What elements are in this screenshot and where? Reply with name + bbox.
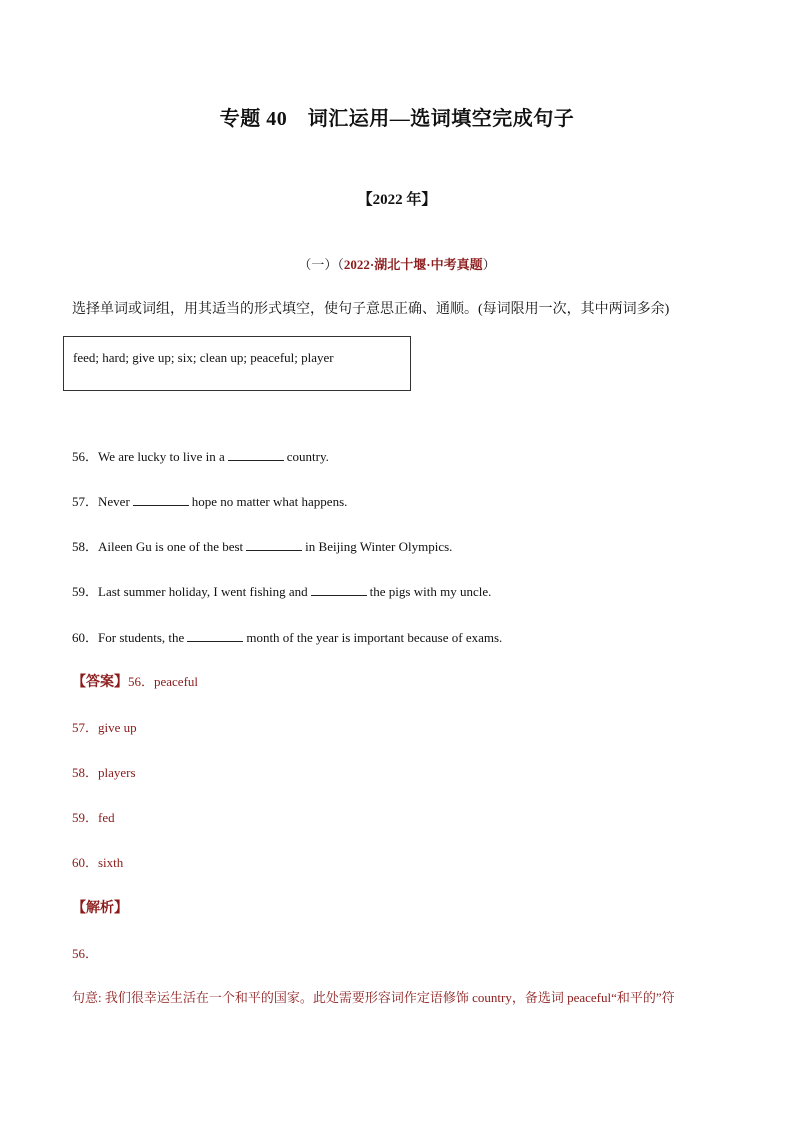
- answer-58: 58．players: [72, 765, 136, 780]
- answer-blank: [228, 449, 284, 461]
- analysis-label: 【解析】: [72, 901, 128, 916]
- analysis-number: 56．: [72, 946, 99, 961]
- answer-blank: [311, 584, 367, 596]
- question-59: 59．Last summer holiday, I went fishing and the pigs with my uncle.: [72, 584, 492, 599]
- question-58: 58．Aileen Gu is one of the best in Beijing Winter Olympics.: [72, 539, 453, 554]
- word-bank-box: [63, 336, 411, 391]
- instruction-text: 选择单词或词组，用其适当的形式填空，使句子意思正确、通顺。(每词限用一次，其中两词多余): [72, 302, 670, 317]
- question-56: 56．We are lucky to live in a country.: [72, 449, 329, 464]
- answer-blank: [133, 494, 189, 506]
- source-highlight: 2022·湖北十堰·中考真题: [343, 257, 483, 272]
- answer-label: 【答案】: [72, 675, 128, 690]
- answer-57: 57．give up: [72, 720, 137, 735]
- answer-60: 60．sixth: [72, 855, 124, 870]
- answer-56: 【答案】56．peaceful: [72, 674, 199, 690]
- page-title: 专题 40 词汇运用—选词填空完成句子: [219, 108, 575, 130]
- year-heading: 【2022 年】: [357, 192, 437, 208]
- answer-59: 59．fed: [72, 810, 115, 825]
- question-57: 57．Never hope no matter what happens.: [72, 494, 348, 509]
- question-source: （一）（2022·湖北十堰·中考真题）: [298, 257, 496, 272]
- question-60: 60．For students, the month of the year is important because of exams.: [72, 630, 503, 645]
- word-bank-text: feed; hard; give up; six; clean up; peaceful; player: [73, 350, 334, 365]
- answer-blank: [246, 539, 302, 551]
- analysis-text: 句意: 我们很幸运生活在一个和平的国家。此处需要形容词作定语修饰 country，备选词 peaceful“和平的”符: [72, 990, 675, 1005]
- answer-blank: [187, 630, 243, 642]
